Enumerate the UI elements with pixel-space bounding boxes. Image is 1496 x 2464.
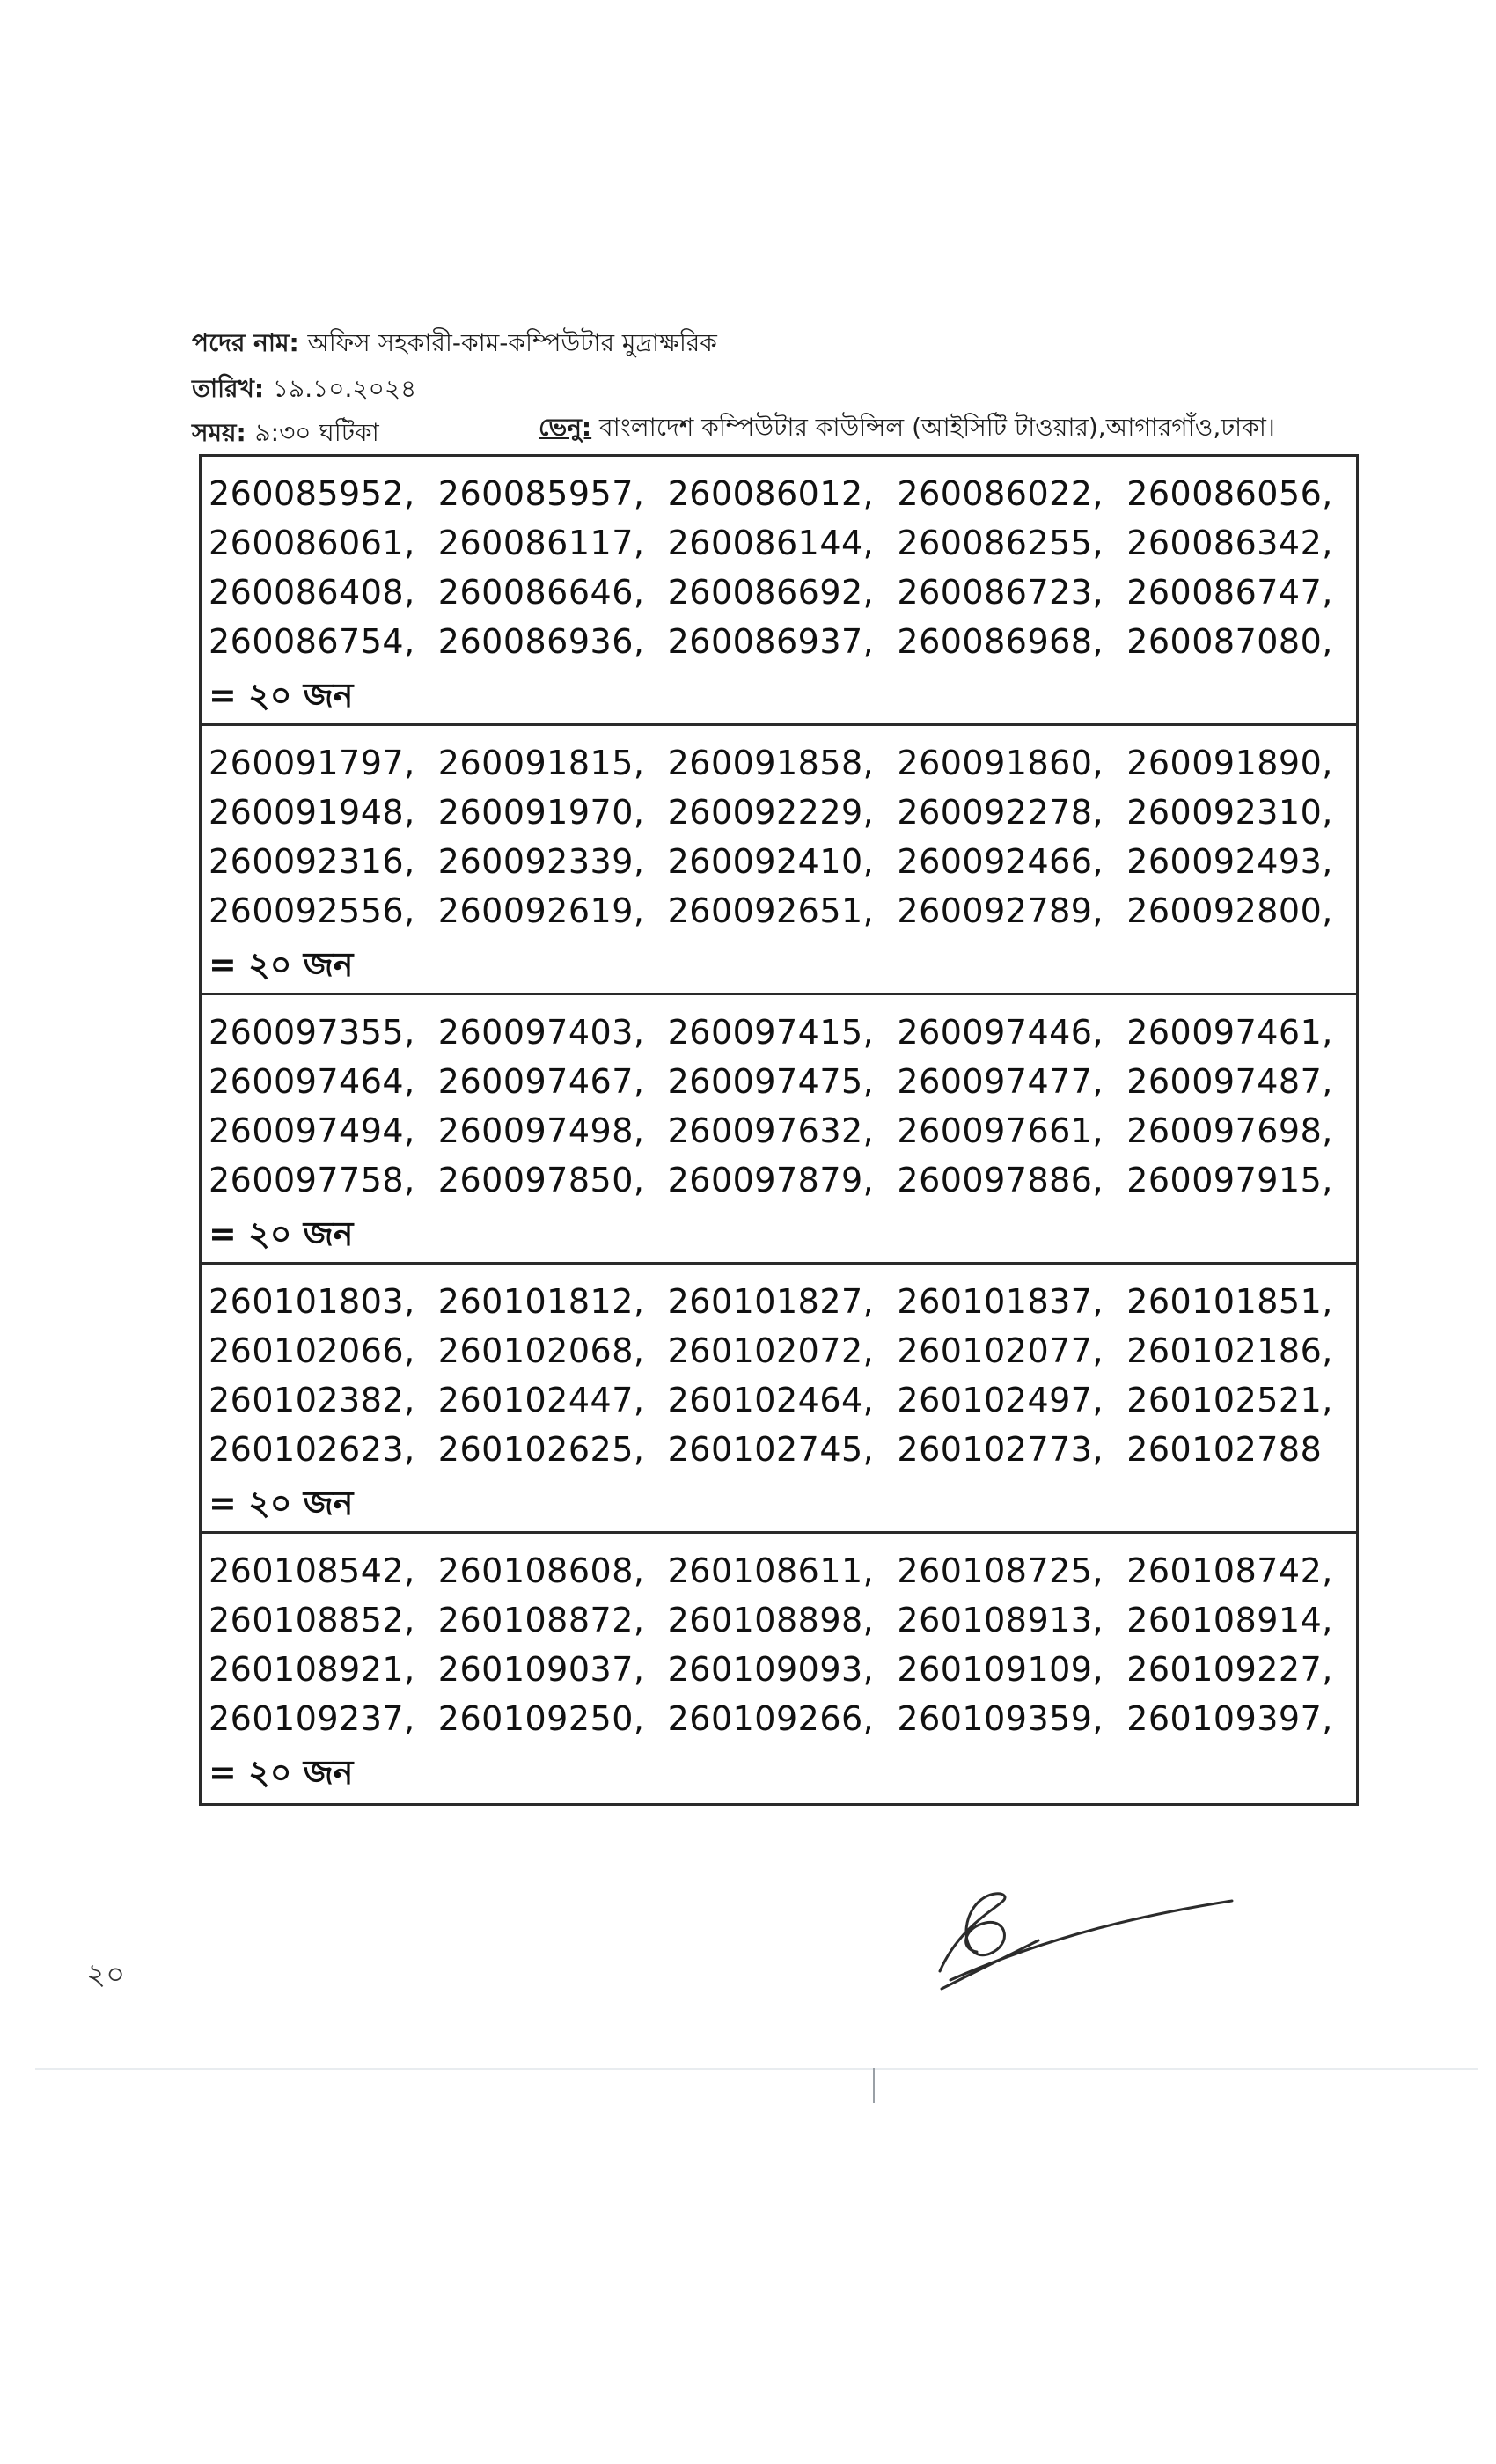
roll-number: 260109109, xyxy=(897,1650,1104,1689)
roll-number: 260086012, xyxy=(667,474,875,513)
roll-number: 260091948, xyxy=(209,793,415,832)
roll-number: 260102497, xyxy=(897,1381,1104,1419)
roll-number: 260102745, xyxy=(667,1430,875,1469)
roll-row xyxy=(209,1106,1356,1155)
roll-number: 260092229, xyxy=(667,793,875,832)
roll-row xyxy=(209,1595,1356,1645)
roll-number: 260086968, xyxy=(897,622,1104,661)
roll-group xyxy=(202,995,1356,1265)
exam-time-line xyxy=(192,414,379,455)
roll-number: 260092800, xyxy=(1126,891,1333,930)
roll-number: 260102068, xyxy=(437,1331,645,1370)
roll-number: 260109397, xyxy=(1126,1699,1333,1738)
roll-number: 260097403, xyxy=(437,1013,645,1052)
roll-row xyxy=(209,738,1356,788)
roll-number: 260097415, xyxy=(667,1013,875,1052)
roll-number: 260097477, xyxy=(897,1062,1104,1101)
roll-number: 260091815, xyxy=(437,744,645,782)
roll-number: 260108872, xyxy=(437,1601,645,1639)
group-total: = ২০ জন xyxy=(209,1753,354,1792)
exam-date-label: তারিখ: xyxy=(192,374,265,403)
roll-number: 260091860, xyxy=(897,744,1104,782)
post-name-label: পদের নাম: xyxy=(192,328,299,357)
roll-number: 260108725, xyxy=(897,1551,1104,1590)
roll-number: 260102788 xyxy=(1126,1430,1323,1469)
roll-number: 260101812, xyxy=(437,1282,645,1321)
roll-group xyxy=(202,457,1356,726)
roll-number: 260109237, xyxy=(209,1699,415,1738)
roll-number: 260092493, xyxy=(1126,842,1333,881)
group-total: = ২০ জন xyxy=(209,676,354,715)
roll-number: 260097446, xyxy=(897,1013,1104,1052)
signature-image xyxy=(924,1848,1241,2006)
roll-number: 260102447, xyxy=(437,1381,645,1419)
page-bottom-tick xyxy=(873,2068,875,2103)
roll-number: 260101837, xyxy=(897,1282,1104,1321)
roll-number: 260102066, xyxy=(209,1331,415,1370)
roll-number: 260108852, xyxy=(209,1601,415,1639)
roll-row xyxy=(209,1375,1356,1425)
roll-row xyxy=(209,1155,1356,1205)
roll-number: 260092310, xyxy=(1126,793,1333,832)
roll-number: 260102077, xyxy=(897,1331,1104,1370)
roll-number: 260086117, xyxy=(437,524,645,562)
roll-number: 260097487, xyxy=(1126,1062,1333,1101)
roll-row xyxy=(209,788,1356,837)
post-name-value: অফিস সহকারী-কাম-কম্পিউটার মুদ্রাক্ষরিক xyxy=(307,328,717,357)
roll-group xyxy=(202,1534,1356,1803)
roll-number: 260101827, xyxy=(667,1282,875,1321)
roll-number: 260092789, xyxy=(897,891,1104,930)
roll-row xyxy=(209,1277,1356,1326)
group-total: = ২০ জন xyxy=(209,1214,354,1253)
roll-number: 260097886, xyxy=(897,1161,1104,1199)
roll-number: 260097475, xyxy=(667,1062,875,1101)
roll-number: 260108921, xyxy=(209,1650,415,1689)
roll-number: 260109093, xyxy=(667,1650,875,1689)
roll-number: 260086056, xyxy=(1126,474,1333,513)
roll-number: 260097498, xyxy=(437,1111,645,1150)
roll-number: 260086937, xyxy=(667,622,875,661)
roll-number: 260087080, xyxy=(1126,622,1333,661)
roll-number: 260101803, xyxy=(209,1282,415,1321)
roll-number: 260102521, xyxy=(1126,1381,1333,1419)
roll-row xyxy=(209,469,1356,518)
roll-number: 260097467, xyxy=(437,1062,645,1101)
roll-number: 260086061, xyxy=(209,524,415,562)
post-name-line xyxy=(192,324,717,365)
roll-number: 260097494, xyxy=(209,1111,415,1150)
roll-number: 260108611, xyxy=(667,1551,875,1590)
roll-number: 260108542, xyxy=(209,1551,415,1590)
roll-row xyxy=(209,1546,1356,1595)
exam-time-value: ৯:৩০ ঘটিকা xyxy=(254,418,379,447)
roll-number: 260108898, xyxy=(667,1601,875,1639)
roll-number: 260086754, xyxy=(209,622,415,661)
roll-number: 260085952, xyxy=(209,474,415,513)
roll-number: 260097879, xyxy=(667,1161,875,1199)
roll-row xyxy=(209,886,1356,935)
roll-number: 260097464, xyxy=(209,1062,415,1101)
roll-number: 260108914, xyxy=(1126,1601,1333,1639)
roll-row xyxy=(209,568,1356,617)
roll-row xyxy=(209,1645,1356,1694)
roll-number: 260086646, xyxy=(437,573,645,612)
exam-date-line xyxy=(192,370,416,411)
roll-row xyxy=(209,1008,1356,1057)
page-bottom-rule xyxy=(35,2068,1478,2070)
roll-number: 260097355, xyxy=(209,1013,415,1052)
venue-line xyxy=(539,408,1275,450)
roll-number: 260102464, xyxy=(667,1381,875,1419)
roll-number: 260091970, xyxy=(437,793,645,832)
venue-value: বাংলাদেশ কম্পিউটার কাউন্সিল (আইসিটি টাওয়ার),আগারগাঁও,ঢাকা। xyxy=(599,413,1275,442)
roll-number: 260086747, xyxy=(1126,573,1333,612)
roll-number: 260091797, xyxy=(209,744,415,782)
roll-number: 260097915, xyxy=(1126,1161,1333,1199)
roll-number: 260086342, xyxy=(1126,524,1333,562)
roll-number: 260102072, xyxy=(667,1331,875,1370)
venue-label: ভেনু: xyxy=(539,413,592,442)
roll-number: 260109266, xyxy=(667,1699,875,1738)
roll-number: 260097461, xyxy=(1126,1013,1333,1052)
roll-number: 260092466, xyxy=(897,842,1104,881)
roll-number: 260097758, xyxy=(209,1161,415,1199)
roll-number: 260109037, xyxy=(437,1650,645,1689)
roll-number: 260092339, xyxy=(437,842,645,881)
roll-number: 260085957, xyxy=(437,474,645,513)
roll-number: 260086936, xyxy=(437,622,645,661)
roll-number: 260097661, xyxy=(897,1111,1104,1150)
roll-number: 260108913, xyxy=(897,1601,1104,1639)
roll-row xyxy=(209,518,1356,568)
roll-number: 260086022, xyxy=(897,474,1104,513)
roll-number: 260086255, xyxy=(897,524,1104,562)
roll-number-table xyxy=(199,454,1359,1806)
roll-number: 260109359, xyxy=(897,1699,1104,1738)
exam-date-value: ১৯.১০.২০২৪ xyxy=(272,374,417,403)
roll-number: 260092651, xyxy=(667,891,875,930)
roll-row xyxy=(209,1057,1356,1106)
roll-number: 260086144, xyxy=(667,524,875,562)
roll-number: 260109227, xyxy=(1126,1650,1333,1689)
roll-row xyxy=(209,837,1356,886)
roll-number: 260086692, xyxy=(667,573,875,612)
roll-number: 260102623, xyxy=(209,1430,415,1469)
roll-row xyxy=(209,1425,1356,1474)
roll-number: 260108608, xyxy=(437,1551,645,1590)
roll-number: 260086723, xyxy=(897,573,1104,612)
roll-number: 260097698, xyxy=(1126,1111,1333,1150)
roll-group xyxy=(202,726,1356,995)
roll-number: 260092556, xyxy=(209,891,415,930)
roll-number: 260092619, xyxy=(437,891,645,930)
group-total: = ২০ জন xyxy=(209,945,354,984)
roll-number: 260097850, xyxy=(437,1161,645,1199)
roll-row xyxy=(209,617,1356,666)
roll-number: 260102186, xyxy=(1126,1331,1333,1370)
page-number: ২০ xyxy=(86,1957,126,1992)
roll-number: 260091890, xyxy=(1126,744,1333,782)
roll-number: 260092278, xyxy=(897,793,1104,832)
roll-number: 260102773, xyxy=(897,1430,1104,1469)
roll-number: 260102382, xyxy=(209,1381,415,1419)
roll-number: 260109250, xyxy=(437,1699,645,1738)
exam-time-label: সময়: xyxy=(192,418,246,447)
roll-number: 260101851, xyxy=(1126,1282,1333,1321)
roll-number: 260102625, xyxy=(437,1430,645,1469)
roll-number: 260092316, xyxy=(209,842,415,881)
roll-number: 260097632, xyxy=(667,1111,875,1150)
roll-row xyxy=(209,1694,1356,1743)
roll-group xyxy=(202,1265,1356,1534)
group-total: = ২০ জন xyxy=(209,1484,354,1522)
roll-number: 260092410, xyxy=(667,842,875,881)
roll-row xyxy=(209,1326,1356,1375)
roll-number: 260086408, xyxy=(209,573,415,612)
roll-number: 260091858, xyxy=(667,744,875,782)
roll-number: 260108742, xyxy=(1126,1551,1333,1590)
